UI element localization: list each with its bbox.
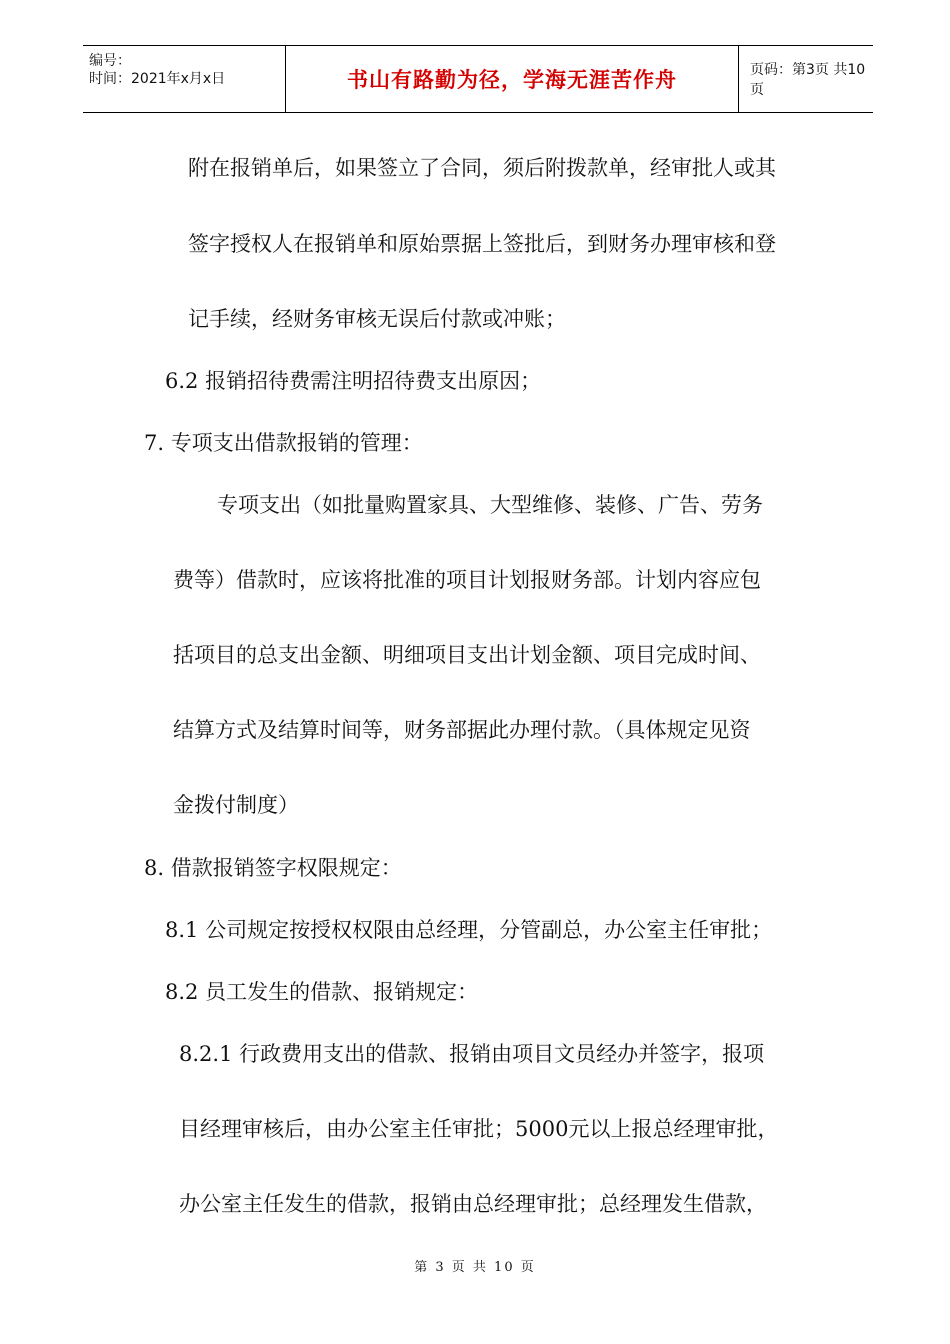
body-line: 目经理审核后，由办公室主任审批；5000元以上报总经理审批，	[179, 1117, 779, 1141]
body-line: 记手续，经财务审核无误后付款或冲账；	[188, 307, 566, 331]
header-motto: 书山有路勤为径，学海无涯苦作舟	[347, 68, 677, 92]
document-time-label: 时间：2021年x月x日	[89, 71, 226, 87]
body-line: 办公室主任发生的借款，报销由总经理审批；总经理发生借款，	[179, 1192, 767, 1216]
body-line: 8.2 员工发生的借款、报销规定：	[165, 980, 479, 1004]
page-header	[83, 45, 873, 113]
document-number-label: 编号：	[89, 53, 131, 69]
body-line: 6.2 报销招待费需注明招待费支出原因；	[165, 369, 542, 393]
body-line: 签字授权人在报销单和原始票据上签批后，到财务办理审核和登	[188, 232, 776, 256]
header-page-number: 页码：第3页 共10页	[750, 62, 866, 98]
body-line: 费等）借款时，应该将批准的项目计划报财务部。计划内容应包	[173, 568, 761, 592]
header-page-cell	[738, 46, 873, 112]
body-line: 括项目的总支出金额、明细项目支出计划金额、项目完成时间、	[173, 643, 761, 667]
header-meta	[83, 46, 286, 112]
body-line: 8.2.1 行政费用支出的借款、报销由项目文员经办并签字，报项	[179, 1042, 765, 1066]
body-line: 结算方式及结算时间等，财务部据此办理付款。（具体规定见资	[173, 718, 751, 742]
section-heading: 7. 专项支出借款报销的管理：	[144, 431, 423, 455]
body-line: 专项支出（如批量购置家具、大型维修、装修、广告、劳务	[217, 493, 763, 517]
body-line: 附在报销单后，如果签立了合同，须后附拨款单，经审批人或其	[188, 156, 776, 180]
section-heading: 8. 借款报销签字权限规定：	[144, 856, 402, 880]
body-line: 金拨付制度）	[173, 793, 299, 817]
header-motto-cell	[286, 46, 739, 112]
page-footer: 第 3 页 共 10 页	[414, 1260, 536, 1275]
body-line: 8.1 公司规定按授权权限由总经理，分管副总，办公室主任审批；	[165, 918, 773, 942]
